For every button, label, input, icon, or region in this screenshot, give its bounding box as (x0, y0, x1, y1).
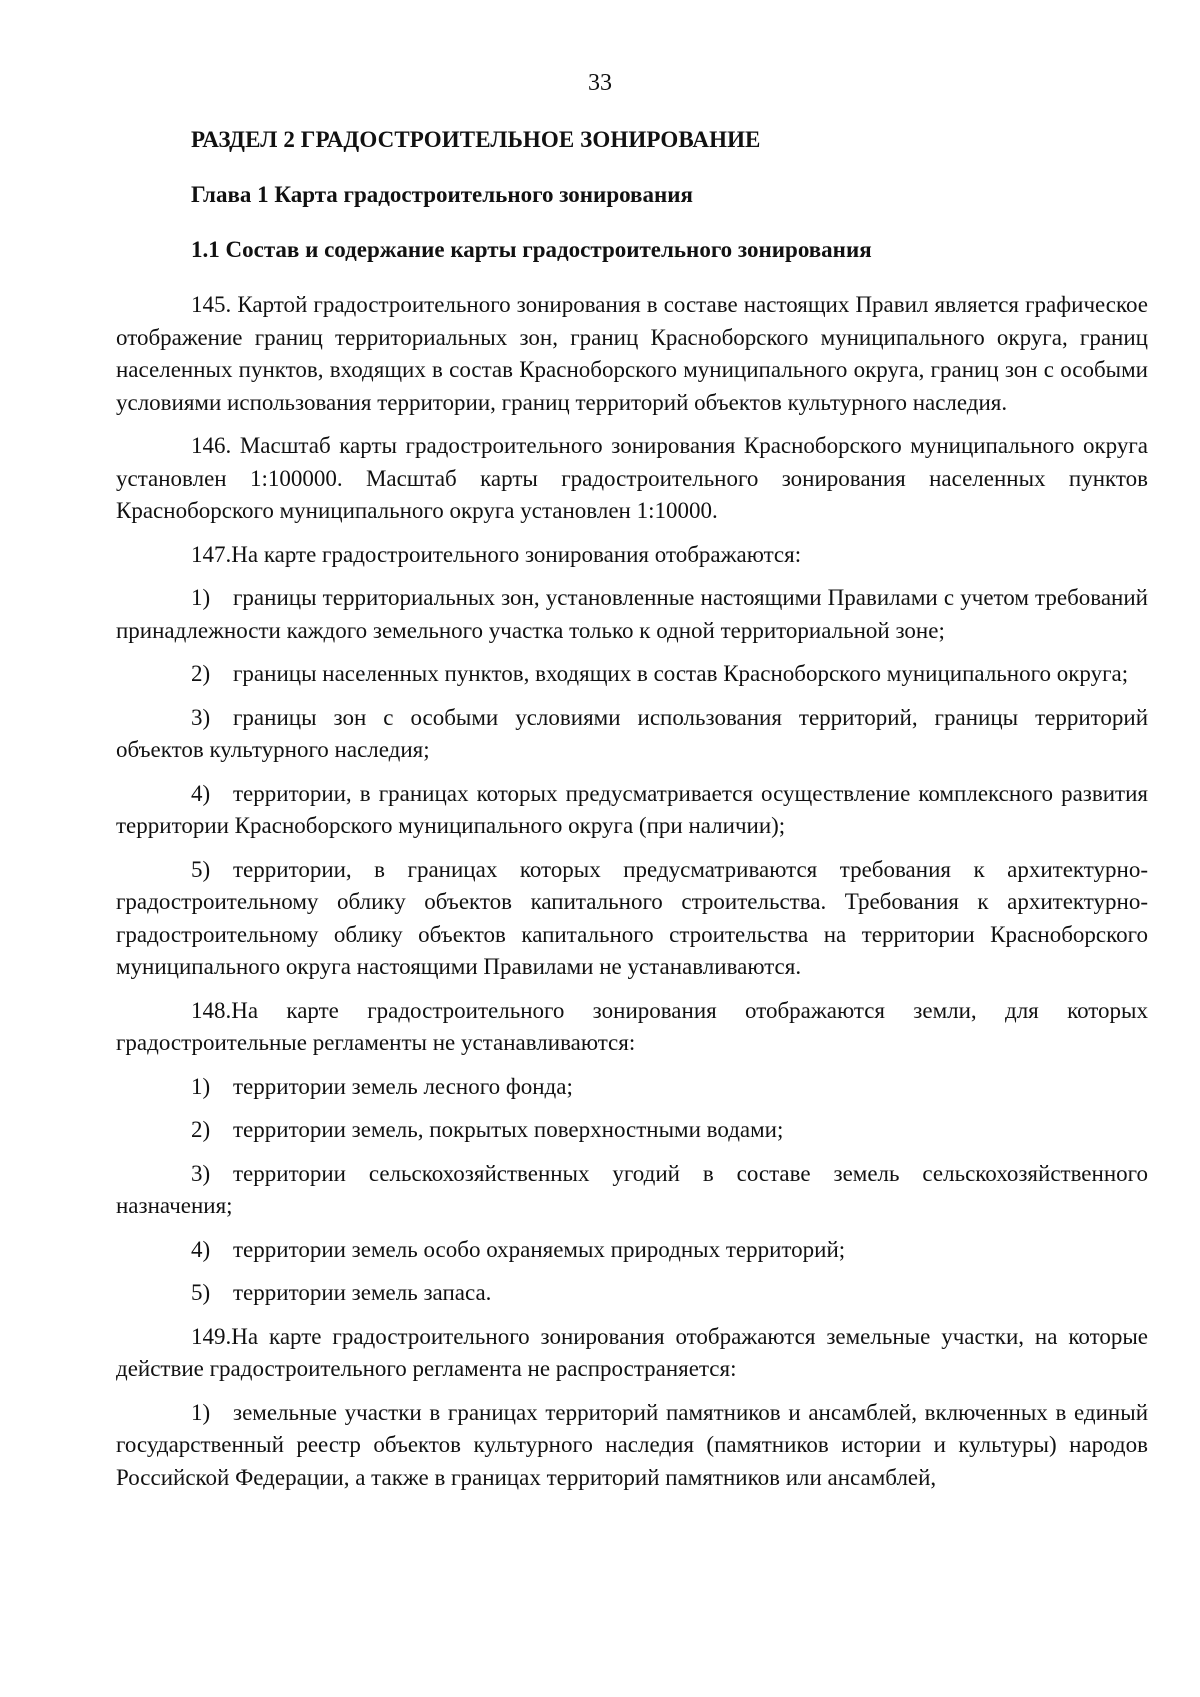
paragraph (116, 1321, 1148, 1386)
section-heading: РАЗДЕЛ 2 ГРАДОСТРОИТЕЛЬНОЕ ЗОНИРОВАНИЕ (191, 127, 761, 152)
paragraph-text: территории земель лесного фонда; (233, 1073, 573, 1099)
list-item (116, 582, 1148, 647)
list-item (116, 1158, 1148, 1223)
list-item-number: 1) (191, 1399, 211, 1425)
list-item (116, 658, 1148, 691)
paragraph-text: границы зон с особыми условиями использования территорий, границы территорий объектов культурного наследия; (116, 704, 1148, 762)
page-number: 33 (588, 70, 612, 96)
list-item (116, 778, 1148, 843)
list-item-number: 3) (191, 704, 211, 730)
paragraph (116, 539, 1148, 572)
paragraph-text: территории сельскохозяйственных угодий в составе земель сельскохозяйственного назначения; (116, 1160, 1148, 1218)
paragraph-text: территории, в границах которых предусматривается осуществление комплексного развития территории Красноборского муниципального округа (при наличии); (116, 780, 1148, 838)
list-item-number: 4) (191, 780, 211, 806)
list-item-number: 3) (191, 1160, 211, 1186)
paragraph-list (116, 289, 1148, 1494)
list-item-number: 4) (191, 1236, 211, 1262)
list-item (116, 1071, 1148, 1104)
paragraph-text: 145. Картой градостроительного зонирования в составе настоящих Правил является графическое отображение границ территориальных зон, границ Красноборского муниципального округа, границ населенных пунктов, входящих в состав Красноборского муниципального округа, границ зон с особыми условиями использования территории, границ территорий объектов культурного наследия. (116, 292, 1148, 415)
paragraph (116, 995, 1148, 1060)
list-item (116, 1234, 1148, 1267)
paragraph-text: границы территориальных зон, установленные настоящими Правилами с учетом требований принадлежности каждого земельного участка только к одной территориальной зоне; (116, 585, 1148, 643)
paragraph (116, 289, 1148, 419)
paragraph-text: 147.На карте градостроительного зонирования отображаются: (191, 541, 802, 567)
paragraph (116, 430, 1148, 528)
paragraph-text: 146. Масштаб карты градостроительного зонирования Красноборского муниципального округа установлен 1:100000. Масштаб карты градостроительного зонирования населенных пунктов Красноборского муниципального округа установлен 1:10000. (116, 433, 1148, 523)
list-item-number: 5) (191, 1280, 211, 1305)
subsection-heading: 1.1 Состав и содержание карты градостроительного зонирования (191, 237, 872, 262)
list-item-number: 1) (191, 1073, 211, 1099)
paragraph-text: границы населенных пунктов, входящих в состав Красноборского муниципального округа; (233, 661, 1129, 686)
paragraph-text: территории, в границах которых предусматриваются требования к архитектурно-градостроительному облику объектов капитального строительства. Требования к архитектурно-градостроительному облику объектов капитального строительства на территории Красноборского муниципального округа настоящими Правилами не устанавливаются. (116, 856, 1148, 979)
list-item-number: 1) (191, 585, 211, 610)
list-item (116, 702, 1148, 767)
list-item-number: 2) (191, 1117, 211, 1142)
list-item (116, 1397, 1148, 1495)
list-item (116, 1277, 1148, 1310)
paragraph-text: территории земель запаса. (233, 1280, 492, 1305)
list-item (116, 1114, 1148, 1147)
paragraph-text: 149.На карте градостроительного зонирования отображаются земельные участки, на которые действие градостроительного регламента не распространяется: (116, 1323, 1148, 1381)
paragraph-text: территории земель, покрытых поверхностными водами; (233, 1117, 784, 1142)
list-item-number: 2) (191, 661, 211, 686)
list-item (116, 854, 1148, 984)
document-body (116, 124, 1148, 1505)
paragraph-text: 148.На карте градостроительного зонирования отображаются земли, для которых градостроительные регламенты не устанавливаются: (116, 997, 1148, 1055)
list-item-number: 5) (191, 856, 211, 882)
paragraph-text: земельные участки в границах территорий памятников и ансамблей, включенных в единый государственный реестр объектов культурного наследия (памятников истории и культуры) народов Российской Федерации, а также в границах территорий памятников или ансамблей, (116, 1399, 1148, 1490)
chapter-heading: Глава 1 Карта градостроительного зонирования (191, 182, 693, 207)
paragraph-text: территории земель особо охраняемых природных территорий; (233, 1236, 846, 1262)
